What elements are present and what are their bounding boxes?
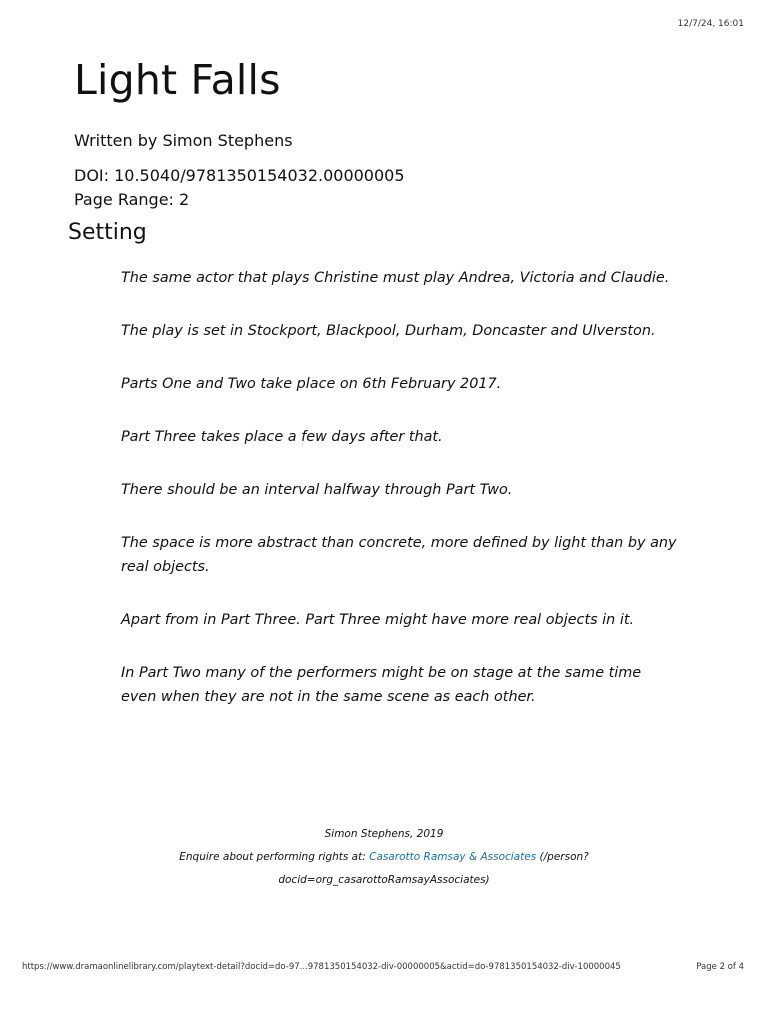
document-title: Light Falls — [74, 56, 281, 104]
setting-paragraph: Apart from in Part Three. Part Three might have more real objects in it. — [121, 612, 635, 628]
setting-paragraphs — [121, 266, 681, 738]
setting-paragraph: The space is more abstract than concrete, more defined by light than by any real objects. — [121, 535, 677, 575]
rights-line — [0, 846, 768, 869]
author-line: Written by Simon Stephens — [74, 131, 293, 150]
rights-credit — [0, 823, 768, 892]
setting-paragraph: Parts One and Two take place on 6th February 2017. — [121, 376, 502, 392]
setting-paragraph: The same actor that plays Christine must play Andrea, Victoria and Claudie. — [121, 270, 670, 286]
rights-holder-link[interactable]: Casarotto Ramsay & Associates — [369, 851, 537, 863]
setting-paragraph: Part Three takes place a few days after that. — [121, 429, 443, 445]
section-heading-setting: Setting — [68, 220, 147, 245]
rights-link-path: (/person? — [536, 851, 589, 863]
rights-prefix: Enquire about performing rights at: — [179, 851, 370, 863]
footer-url: https://www.dramaonlinelibrary.com/playtext-detail?docid=do-97...9781350154032-div-00000005&actid=do-9781350154032-div-10000045 — [22, 962, 621, 972]
setting-paragraph: There should be an interval halfway through Part Two. — [121, 482, 513, 498]
page-indicator: Page 2 of 4 — [696, 962, 744, 972]
setting-paragraph: In Part Two many of the performers might be on stage at the same time even when they are not in the same scene as each other. — [121, 665, 642, 705]
print-timestamp: 12/7/24, 16:01 — [677, 19, 744, 29]
setting-paragraph: The play is set in Stockport, Blackpool, Durham, Doncaster and Ulverston. — [121, 323, 656, 339]
page-range-line: Page Range: 2 — [74, 190, 190, 209]
copyright-line: Simon Stephens, 2019 — [324, 828, 444, 840]
rights-link-path-continued: docid=org_casarottoRamsayAssociates) — [278, 874, 490, 886]
doi-line: DOI: 10.5040/9781350154032.00000005 — [74, 166, 405, 185]
